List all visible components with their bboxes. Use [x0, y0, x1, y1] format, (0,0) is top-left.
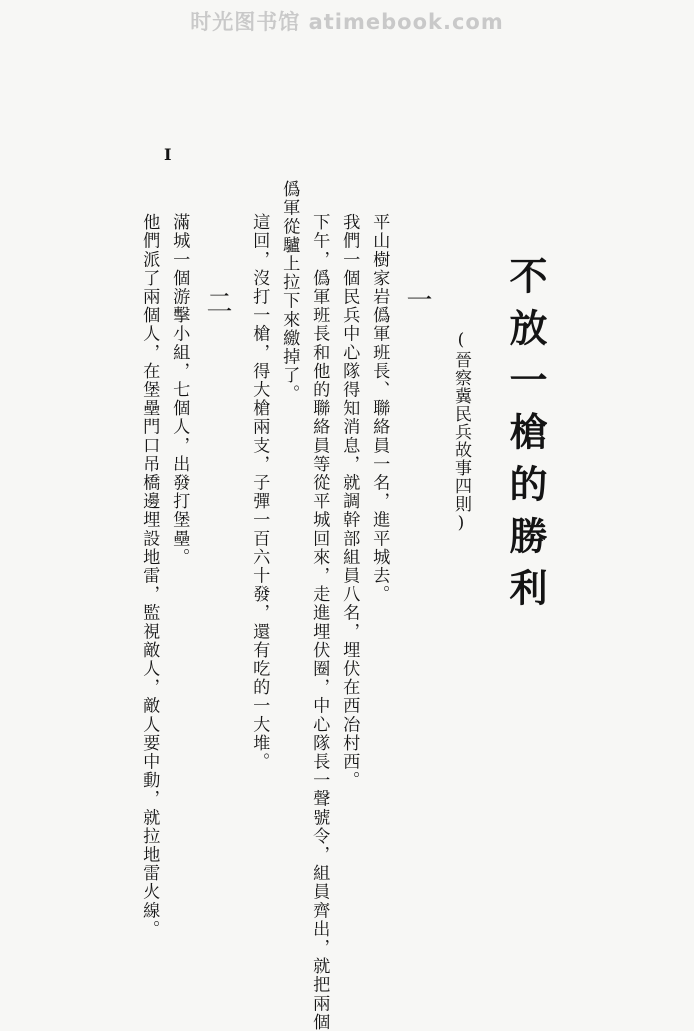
- page-number: I: [164, 145, 172, 164]
- section-one-line-5: 這回，沒打一槍，得大槍兩支，子彈一百六十發，還有吃的一大堆。: [249, 213, 270, 771]
- story-title: 不放一槍的勝利: [503, 256, 548, 620]
- section-one-line-3: 下午，僞軍班長和他的聯絡員等從平城回來，走進埋伏圈，中心隊長一聲號令，組員齊出，就把兩個: [309, 213, 330, 1031]
- section-one-line-2: 我們一個民兵中心隊得知消息，就調幹部組員八名，埋伏在西冶村西。: [339, 213, 360, 790]
- section-number-two: 二: [202, 289, 232, 315]
- section-number-one: 一: [402, 286, 432, 312]
- section-two-line-1: 滿城一個游擊小組，七個人，出發打堡壘。: [169, 213, 190, 567]
- watermark: 时光图书馆 atimebook.com: [190, 10, 504, 34]
- section-one-line-1: 平山樹家岩僞軍班長、聯絡員一名，進平城去。: [369, 213, 390, 604]
- story-subtitle: (晉察冀民兵故事四則): [451, 330, 471, 534]
- section-one-line-4: 僞軍從驢上拉下來繳掉了。: [279, 180, 300, 404]
- section-two-line-2: 他們派了兩個人，在堡壘門口吊橋邊埋設地雷，監視敵人，敵人要中動，就拉地雷火線。: [139, 213, 160, 939]
